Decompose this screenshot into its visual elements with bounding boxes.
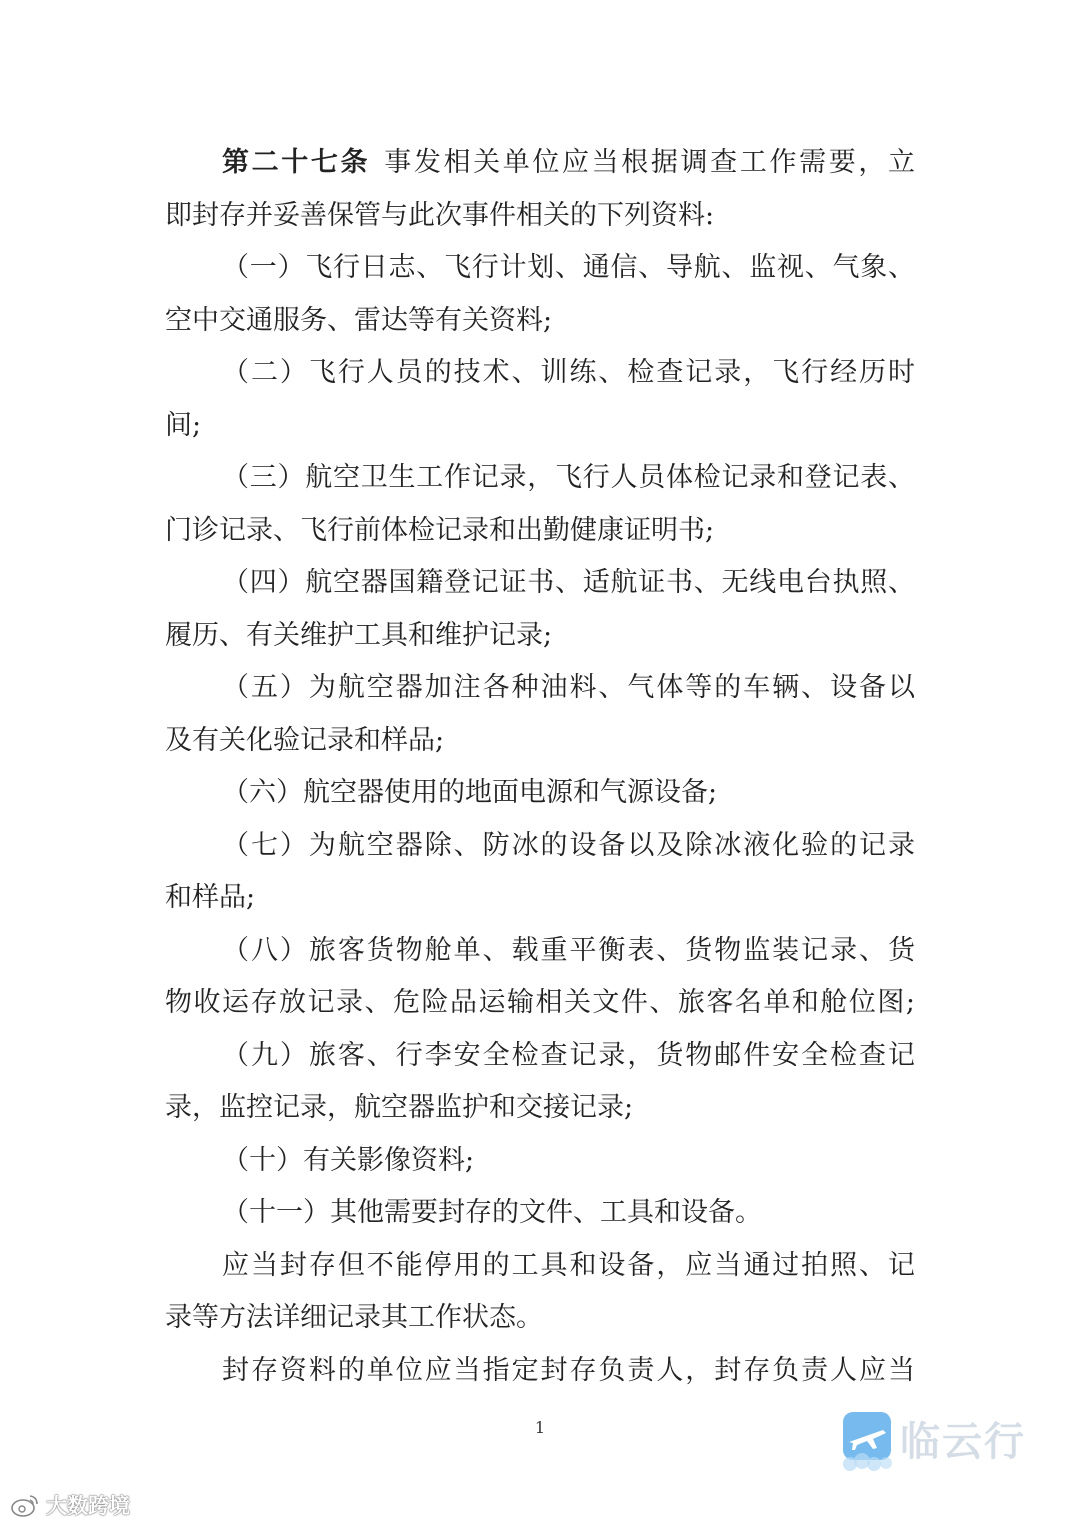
item-9-line1: （九）旅客、行李安全检查记录，货物邮件安全检查记 xyxy=(222,1039,915,1071)
item-9-line2: 录，监控记录，航空器监护和交接记录; xyxy=(165,1092,634,1123)
item-2-line2: 间; xyxy=(165,409,202,441)
item-8-line1: （八）旅客货物舱单、载重平衡表、货物监装记录、货 xyxy=(222,934,915,966)
closing-2-line1: 封存资料的单位应当指定封存负责人，封存负责人应当 xyxy=(222,1354,915,1386)
item-5-line2: 及有关化验记录和样品; xyxy=(165,724,445,756)
closing-1-line1: 应当封存但不能停用的工具和设备，应当通过拍照、记 xyxy=(222,1249,915,1281)
logo-text: 临云行 xyxy=(900,1419,1026,1465)
item-7-line1: （七）为航空器除、防冰的设备以及除冰液化验的记录 xyxy=(222,829,915,861)
watermark-logo xyxy=(840,1408,1030,1478)
source-text: 大数跨境 xyxy=(46,1494,130,1518)
item-8-line2: 物收运存放记录、危险品运输相关文件、旅客名单和舱位图; xyxy=(165,987,915,1018)
item-11-line1: （十一）其他需要封存的文件、工具和设备。 xyxy=(222,1197,762,1228)
document-body xyxy=(165,137,915,1397)
item-3-line1: （三）航空卫生工作记录，飞行人员体检记录和登记表、 xyxy=(222,462,915,493)
article-intro-line2: 即封存并妥善保管与此次事件相关的下列资料: xyxy=(165,199,715,231)
closing-1-line2: 录等方法详细记录其工作状态。 xyxy=(165,1302,543,1333)
item-7-line2: 和样品; xyxy=(165,882,256,913)
watermark-source xyxy=(10,1490,130,1520)
item-1-line2: 空中交通服务、雷达等有关资料; xyxy=(165,304,553,336)
item-3-line2: 门诊记录、飞行前体检记录和出勤健康证明书; xyxy=(165,514,715,546)
cloud-icon xyxy=(840,1452,900,1472)
item-6-line1: （六）航空器使用的地面电源和气源设备; xyxy=(222,777,718,808)
page-number: 1 xyxy=(534,1418,546,1437)
item-2-line1: （二）飞行人员的技术、训练、检查记录，飞行经历时 xyxy=(222,357,915,388)
article-first-line xyxy=(165,137,915,190)
item-1-line1: （一）飞行日志、飞行计划、通信、导航、监视、气象、 xyxy=(222,252,915,283)
article-heading: 第二十七条 xyxy=(222,147,371,178)
item-4-line1: （四）航空器国籍登记证书、适航证书、无线电台执照、 xyxy=(222,567,915,598)
item-4-line2: 履历、有关维护工具和维护记录; xyxy=(165,619,553,651)
item-5-line1: （五）为航空器加注各种油料、气体等的车辆、设备以 xyxy=(222,672,915,703)
article-intro-line1: 事发相关单位应当根据调查工作需要，立 xyxy=(384,147,915,178)
item-10-line1: （十）有关影像资料; xyxy=(222,1144,475,1176)
weibo-icon xyxy=(10,1492,40,1518)
